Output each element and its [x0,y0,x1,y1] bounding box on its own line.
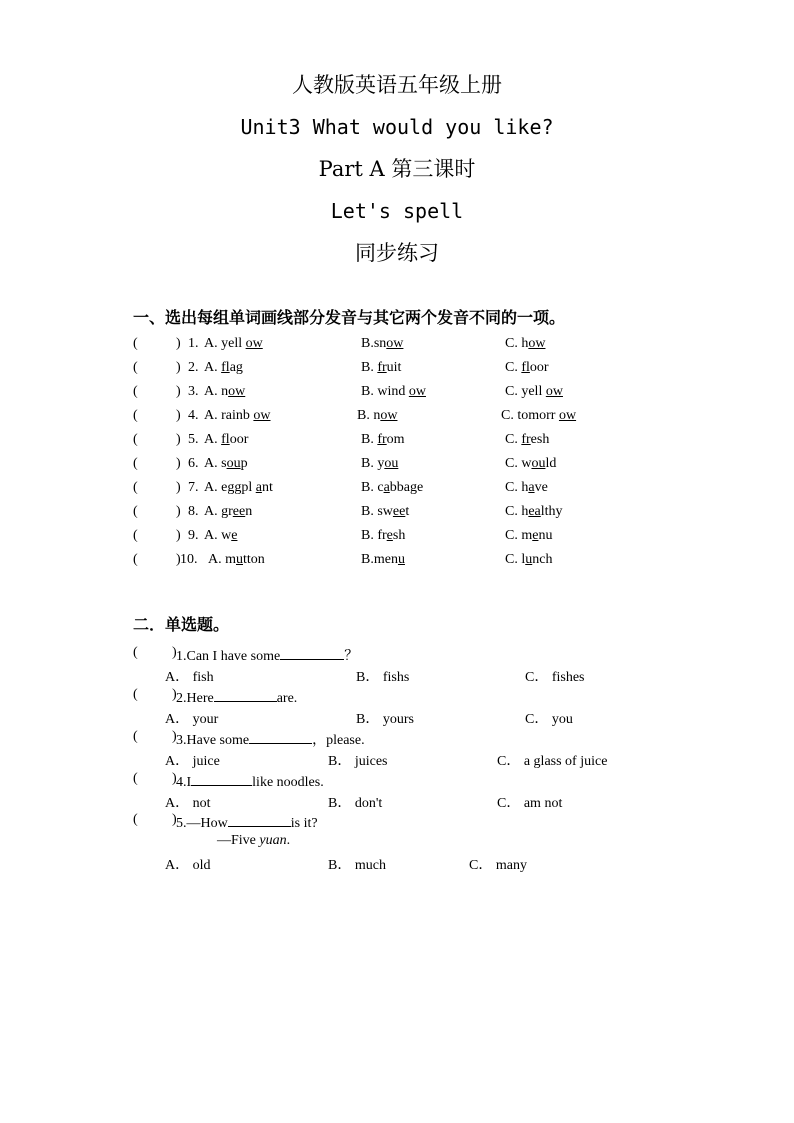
underlined-letters: ee [392,504,406,519]
word-part: A. eggpl [204,480,256,495]
underlined-letters: fl [521,360,530,375]
answer-paren-left: ( [133,729,138,744]
answer-paren-right: ) [172,645,177,660]
word-part: oor [229,432,249,447]
word-part: tton [243,552,265,567]
option-c [505,504,563,520]
answer-paren-right: ) [176,480,181,495]
answer-paren-left: ( [133,504,138,519]
question-5 [0,812,794,832]
word-group-row [0,480,794,500]
reply-line [217,833,290,849]
word-part: C. h [505,336,529,351]
answer-paren-left: ( [133,687,138,702]
answer-blank[interactable] [191,771,252,786]
word-group-row [0,432,794,452]
stem-text: 5.—How [176,816,228,831]
option-a: A． fish [165,670,214,685]
underlined-letters: fr [377,360,387,375]
option-c: C． many [469,858,527,873]
stem-end: is it? [290,816,318,831]
underlined-letters: ou [531,456,546,471]
option-a [204,360,243,376]
underlined-letters: ou [384,456,399,471]
lesson-title: Let's spell [330,199,464,223]
word-part: A. gr [204,504,233,519]
word-part: C. tomorr [501,408,559,423]
question-stem [176,812,318,832]
word-part: B. [361,432,378,447]
option-a: A． juice [165,754,220,769]
answer-paren-left: ( [133,408,138,423]
stem-text: 1.Can I have some [176,649,281,664]
option-c [505,384,563,400]
reply-text: —Five [217,833,260,848]
question-3 [0,729,794,749]
word-part: esh [530,432,550,447]
underlined-letters: a [255,480,262,495]
option-a [204,456,248,472]
unit-title: Unit3 What would you like? [240,115,554,139]
word-group-row [0,360,794,380]
word-part: B. sw [361,504,393,519]
option-c [505,456,556,472]
word-group-row [0,384,794,404]
answer-paren-left: ( [133,812,138,827]
question-1 [0,645,794,665]
underlined-letters: u [397,552,405,567]
answer-paren-right: ) [176,504,181,519]
underlined-letters: fl [221,360,230,375]
word-part: uit [386,360,402,375]
underlined-letters: fl [221,432,230,447]
word-part: sh [392,528,406,543]
answer-paren-right: ) [176,336,181,351]
underlined-letters: a [383,480,390,495]
stem-end: are. [276,691,298,706]
option-a [204,336,263,352]
word-part: C. [505,432,522,447]
answer-paren-left: ( [133,336,138,351]
option-a [204,528,237,544]
option-c: C． you [525,712,573,727]
word-part: B. c [361,480,384,495]
underlined-letters: ow [228,384,246,399]
answer-paren-left: ( [133,771,138,786]
word-part: B.men [361,552,398,567]
word-part: oor [529,360,549,375]
word-part: C. yell [505,384,546,399]
option-b [361,504,409,520]
stem-end: like noodles. [252,775,324,790]
question-4-options [0,792,794,812]
answer-paren-left: ( [133,456,138,471]
underlined-letters: ow [380,408,398,423]
stem-text: 3.Have some [176,733,250,748]
word-part: n [245,504,253,519]
option-c [505,480,548,496]
answer-paren-right: ) [176,384,181,399]
option-c [505,432,549,448]
answer-paren-left: ( [133,384,138,399]
answer-paren-right: ) [172,729,177,744]
word-part: nch [532,552,553,567]
answer-paren-left: ( [133,528,138,543]
word-group-row [0,408,794,428]
option-b [361,432,405,448]
exercise-title: 同步练习 [355,241,439,265]
word-part: B.sn [361,336,387,351]
part-title: Part A 第三课时 [318,157,476,181]
option-b: B． don't [328,796,383,811]
underlined-letters: ow [528,336,546,351]
answer-blank[interactable] [228,812,291,827]
word-part: A. yell [204,336,246,351]
answer-paren-right: ) [176,432,181,447]
answer-paren-left: ( [133,432,138,447]
item-number: 5. [188,432,199,447]
word-part: A. s [204,456,227,471]
option-a: A． not [165,796,211,811]
answer-paren-left: ( [133,360,138,375]
option-b [361,456,398,472]
word-part: om [386,432,405,447]
section2-title: 二．单选题。 [133,615,230,634]
word-part: B. fr [361,528,387,543]
section1-title: 一、选出每组单词画线部分发音与其它两个发音不同的一项。 [133,308,566,327]
option-b [361,336,403,352]
title-line: 人教版英语五年级上册 [292,73,502,97]
word-part: C. [505,360,522,375]
underlined-letters: ow [245,336,263,351]
stem-text: 2.Here [176,691,214,706]
word-part: C. h [505,480,529,495]
answer-blank[interactable] [280,645,344,660]
word-part: C. w [505,456,532,471]
underlined-letters: e [532,528,539,543]
word-part: B. [361,360,378,375]
option-a [204,504,252,520]
option-b: B． yours [356,712,414,727]
underlined-letters: e [386,528,393,543]
option-b [361,480,423,496]
item-number: 6. [188,456,199,471]
word-group-row [0,528,794,548]
word-group-row [0,552,794,572]
question-stem [176,729,365,749]
question-4 [0,771,794,791]
underlined-letters: a [528,480,535,495]
underlined-letters: fr [521,432,531,447]
item-number: 2. [188,360,199,375]
option-b [361,360,401,376]
option-a [204,384,245,400]
option-c [501,408,576,424]
word-part: A. rainb [204,408,254,423]
answer-paren-right: ) [176,552,181,567]
answer-paren-left: ( [133,645,138,660]
underlined-letters: ow [253,408,271,423]
item-number: 1. [188,336,199,351]
word-part: p [240,456,248,471]
answer-paren-right: ) [176,456,181,471]
answer-paren-right: ) [176,360,181,375]
word-part: ag [229,360,243,375]
word-part: t [405,504,410,519]
word-part: A. m [208,552,236,567]
answer-paren-right: ) [172,812,177,827]
item-number: 10. [180,552,198,567]
word-part: A. [204,360,222,375]
word-part: B. wind [361,384,409,399]
option-b: B． juices [328,754,388,769]
question-stem [176,771,324,791]
item-number: 4. [188,408,199,423]
item-number: 7. [188,480,199,495]
word-part: nu [538,528,553,543]
question-1-options [0,666,794,686]
word-part: ve [534,480,548,495]
stem-end: ？ [344,649,359,664]
answer-paren-right: ) [176,408,181,423]
option-c: C． fishes [525,670,585,685]
option-a [204,432,248,448]
option-b [357,408,397,424]
option-b: B． fishs [356,670,410,685]
question-2 [0,687,794,707]
option-c: C． a glass of juice [497,754,608,769]
question-stem [176,645,358,665]
underlined-letters: ea [528,504,541,519]
word-part: B. n [357,408,381,423]
question-2-options [0,708,794,728]
option-b: B． much [328,858,386,873]
word-group-row [0,504,794,524]
option-a [204,408,271,424]
word-part: C. m [505,528,533,543]
word-part: bbage [389,480,424,495]
reply-yuan: yuan [259,833,287,848]
answer-paren-left: ( [133,480,138,495]
option-a: A． old [165,858,211,873]
answer-paren-right: ) [172,687,177,702]
option-c: C． am not [497,796,563,811]
word-group-row [0,336,794,356]
word-part: lthy [540,504,563,519]
item-number: 9. [188,528,199,543]
stem-text: 4.I [176,775,192,790]
item-number: 3. [188,384,199,399]
option-c [505,360,549,376]
underlined-letters: e [231,528,238,543]
word-part: B. y [361,456,385,471]
word-part: A. [204,432,222,447]
question-stem [176,687,297,707]
question-5-reply [0,833,794,853]
word-part: ld [545,456,557,471]
word-part: A. w [204,528,232,543]
title-block [0,64,794,274]
option-a: A． your [165,712,219,727]
word-group-row [0,456,794,476]
word-part: C. l [505,552,526,567]
word-part: A. n [204,384,229,399]
answer-paren-right: ) [172,771,177,786]
underlined-letters: u [236,552,243,567]
word-part: C. h [505,504,529,519]
underlined-letters: fr [377,432,387,447]
underlined-letters: ow [545,384,563,399]
stem-end: ，please. [312,733,365,748]
option-b [361,528,405,544]
answer-paren-left: ( [133,552,138,567]
underlined-letters: ow [408,384,426,399]
question-3-options [0,750,794,770]
answer-blank[interactable] [214,687,277,702]
underlined-letters: ow [558,408,577,423]
underlined-letters: ow [386,336,404,351]
question-5-options [0,854,794,874]
answer-blank[interactable] [249,729,312,744]
item-number: 8. [188,504,199,519]
answer-paren-right: ) [176,528,181,543]
option-b [361,552,405,568]
option-c [505,336,545,352]
option-a [204,480,273,496]
option-a [208,552,265,568]
word-part: nt [261,480,273,495]
underlined-letters: u [525,552,533,567]
underlined-letters: ou [226,456,241,471]
option-b [361,384,426,400]
underlined-letters: ee [232,504,246,519]
option-c [505,552,552,568]
reply-end: . [286,833,291,848]
option-c [505,528,552,544]
